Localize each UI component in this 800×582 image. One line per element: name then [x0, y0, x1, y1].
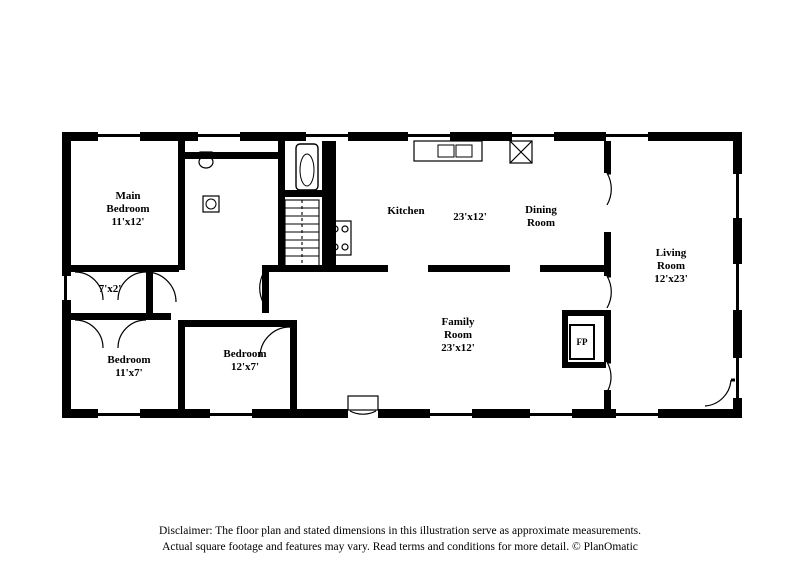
room-label-family-room [441, 316, 475, 355]
bedroom-11x7-line1: Bedroom [107, 354, 151, 366]
dining-line1: Dining [525, 204, 557, 216]
family-line2: Room [443, 329, 473, 341]
fireplace-label: FP [576, 337, 588, 347]
room-label-living-room [654, 247, 688, 286]
living-dimensions: 12'x23' [654, 273, 688, 285]
bedroom-12x7-line1: Bedroom [223, 348, 267, 360]
kitchen-line1: Kitchen [387, 205, 425, 217]
disclaimer-line-1: Disclaimer: The floor plan and stated dimensions in this illustration serve as approximate measurements. [158, 525, 642, 537]
dining-line2: Room [526, 217, 556, 229]
room-label-bedroom-11x7 [107, 354, 150, 380]
room-label-kitchen [387, 205, 424, 218]
disclaimer-line-2: Actual square footage and features may vary. Read terms and conditions for more detail. © PlanOmatic [162, 541, 638, 553]
family-dimensions: 23'x12' [441, 342, 475, 354]
closet-dimensions: 7'x2' [98, 283, 122, 295]
main-bedroom-dimensions: 11'x12' [111, 216, 145, 228]
bedroom-11x7-dimensions: 11'x7' [115, 367, 143, 379]
main-bedroom-line1: Main [115, 190, 141, 202]
room-label-bedroom-12x7 [223, 348, 266, 374]
room-label-dining-room [525, 204, 557, 230]
kitchen-dimensions: 23'x12' [453, 211, 487, 223]
room-label-closet [99, 283, 122, 296]
fireplace [569, 324, 595, 360]
living-line2: Room [656, 260, 686, 272]
bedroom-12x7-dimensions: 12'x7' [230, 361, 260, 373]
living-line1: Living [655, 247, 687, 259]
room-label-main-bedroom [106, 190, 149, 229]
main-bedroom-line2: Bedroom [106, 203, 150, 215]
family-line1: Family [441, 316, 475, 328]
